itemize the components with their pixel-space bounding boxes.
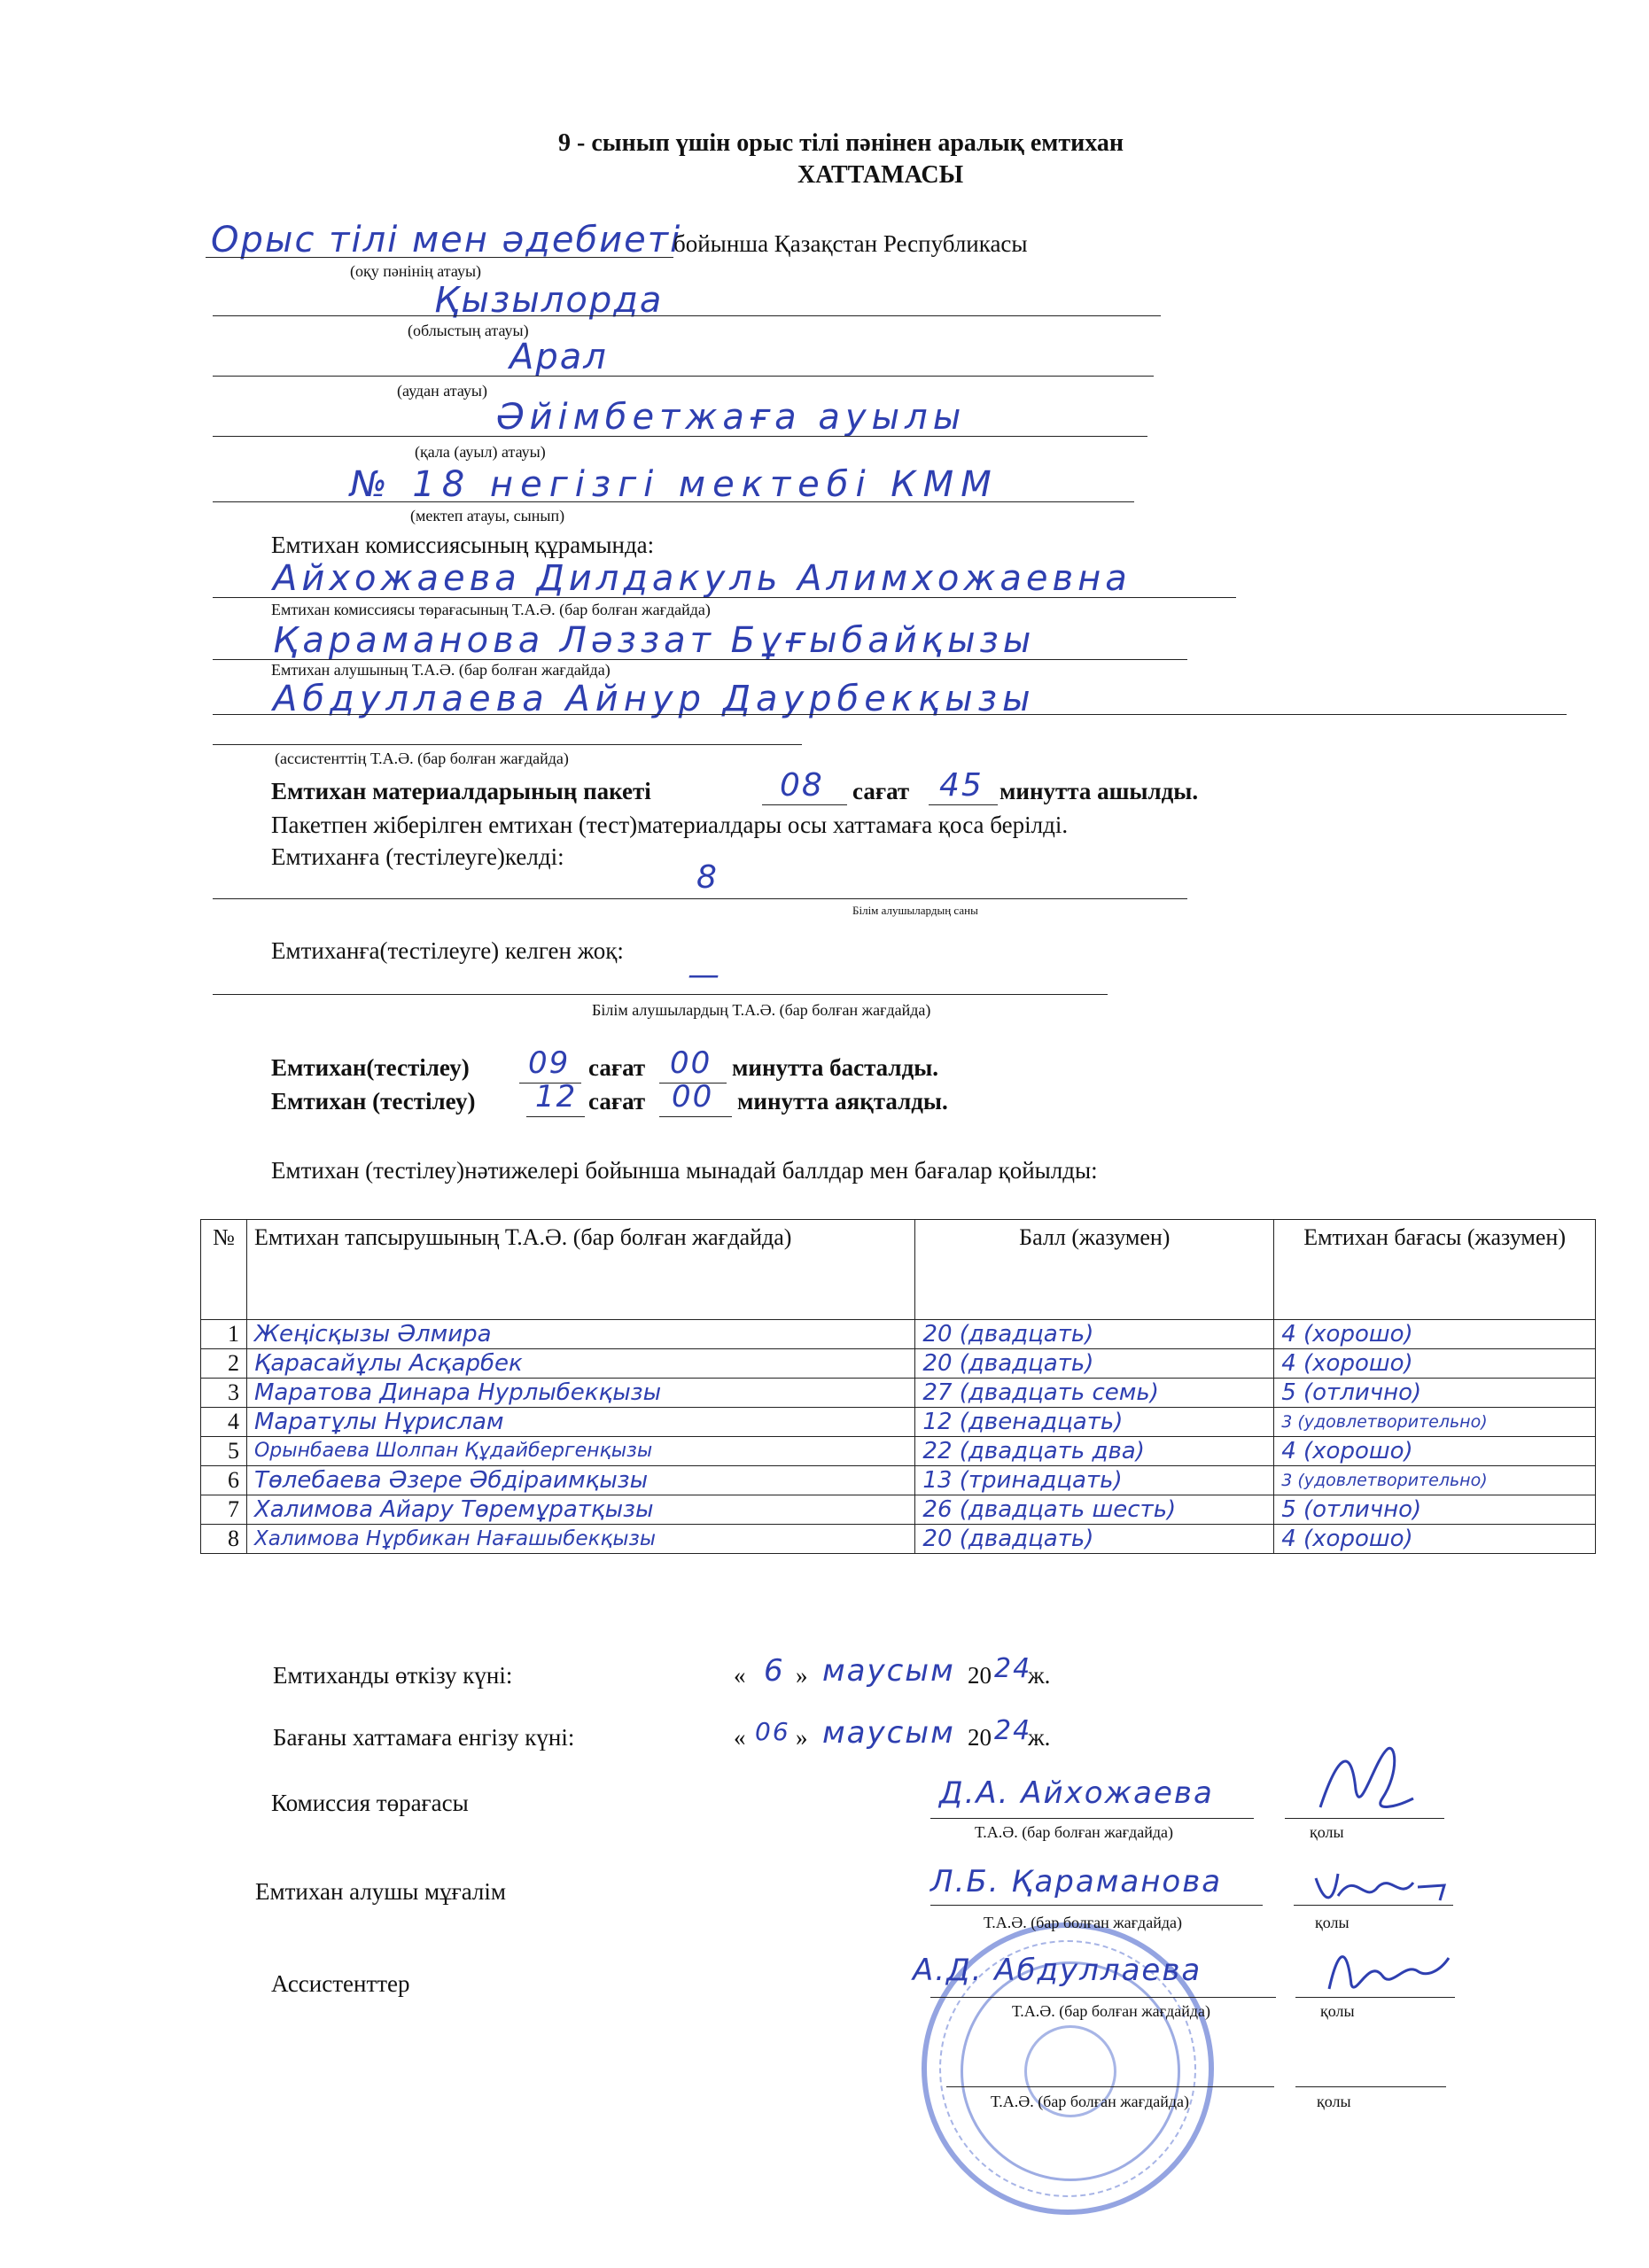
end-prefix: Емтихан (тестілеу) [271,1088,476,1115]
entry-date-open-quote: « [734,1724,746,1751]
table-row [201,1525,1596,1554]
end-minute: 00 [672,1079,714,1115]
end-suffix: минутта аяқталды. [737,1088,948,1115]
document-subtitle: ХАТТАМАСЫ [797,161,964,189]
row-name: Халимова Нұрбикан Нағашыбекқызы [246,1525,914,1554]
assistant-name-line [930,1997,1276,1998]
entry-date-day: 06 [755,1717,790,1746]
row-score: 27 (двадцать семь) [915,1379,1274,1408]
exam-date-tail: ж. [1028,1662,1051,1689]
chair-name-line [930,1818,1254,1819]
table-row [201,1320,1596,1349]
start-suffix: минутта басталды. [732,1054,939,1081]
subject-value: Орыс тілі мен әдебиеті [211,220,682,260]
row-score: 20 (двадцать) [915,1349,1274,1379]
assistant-name-caption: Т.А.Ә. (бар болған жағдайда) [1012,2002,1210,2020]
end-hour-line [526,1116,585,1117]
entry-date-label: Бағаны хаттамаға енгізу күні: [273,1724,575,1751]
row-grade: 4 (хорошо) [1274,1320,1596,1349]
exam-date-month: маусым [822,1653,955,1689]
locality-caption: (қала (ауыл) атауы) [415,443,546,461]
results-table [200,1219,1596,1554]
assistant-value: Абдуллаева Айнур Даурбекқызы [273,679,1036,719]
assistant2-name-line [946,2086,1274,2087]
school-caption: (мектеп атауы, сынып) [410,507,565,524]
end-hour: 12 [535,1079,578,1115]
region-value: Қызылорда [434,280,664,321]
teacher-caption: Емтихан алушының Т.А.Ә. (бар болған жағдайда) [271,661,611,679]
teacher-name-line [930,1905,1263,1906]
chair-sign-line [1285,1818,1444,1819]
row-grade: 5 (отлично) [1274,1379,1596,1408]
entry-date-month: маусым [822,1715,955,1751]
exam-date-year-prefix: 20 [968,1662,992,1689]
absent-value: — [688,957,721,993]
row-number: 6 [201,1466,247,1495]
chair-line [213,597,1236,598]
table-header-row [201,1220,1596,1320]
row-score: 22 (двадцать два) [915,1437,1274,1466]
teacher-sign-line [1294,1905,1453,1906]
header-name: Емтихан тапсырушының Т.А.Ә. (бар болған жағдайда) [246,1220,914,1320]
attended-value: 8 [696,859,719,896]
table-row [201,1379,1596,1408]
package-minute: 45 [939,767,984,804]
document-title: 9 - сынып үшін орыс тілі пәнінен аралық емтихан [558,129,1124,157]
row-name: Маратова Динара Нурлыбекқызы [246,1379,914,1408]
row-grade: 4 (хорошо) [1274,1349,1596,1379]
row-name: Орынбаева Шолпан Құдайбергенқызы [246,1437,914,1466]
assistant-caption: (ассистенттің Т.А.Ә. (бар болған жағдайда) [275,750,569,767]
row-score: 12 (двенадцать) [915,1408,1274,1437]
results-intro: Емтихан (тестілеу)нәтижелері бойынша мынадай баллдар мен бағалар қойылды: [271,1157,1098,1184]
row-name: Халимова Айару Төремұратқызы [246,1495,914,1525]
row-name: Жеңісқызы Әлмира [246,1320,914,1349]
district-line [213,376,1154,377]
start-hour: 09 [528,1045,571,1081]
row-grade: 4 (хорошо) [1274,1437,1596,1466]
teacher-sign-name: Л.Б. Қараманова [930,1864,1223,1899]
teacher-name-caption: Т.А.Ә. (бар болған жағдайда) [984,1914,1182,1931]
row-number: 2 [201,1349,247,1379]
row-score: 20 (двадцать) [915,1320,1274,1349]
package-minute-word: минутта ашылды. [1000,778,1199,804]
header-grade: Емтихан бағасы (жазумен) [1274,1220,1596,1320]
exam-date-close-quote: » [796,1662,808,1689]
school-value: № 18 негізгі мектебі КММ [350,464,999,505]
row-number: 3 [201,1379,247,1408]
row-score: 26 (двадцать шесть) [915,1495,1274,1525]
teacher-sign-label: Емтихан алушы мұғалім [255,1878,506,1905]
school-line [213,501,1134,502]
start-hour-word: сағат [588,1054,646,1081]
package-hour: 08 [780,767,824,804]
row-number: 1 [201,1320,247,1349]
row-name: Төлебаева Әзере Әбдіраимқызы [246,1466,914,1495]
row-grade: 3 (удовлетворительно) [1274,1408,1596,1437]
row-number: 5 [201,1437,247,1466]
package-hour-line [762,804,847,805]
district-value: Арал [509,337,608,377]
row-grade: 4 (хорошо) [1274,1525,1596,1554]
entry-date-year-prefix: 20 [968,1724,992,1751]
table-row [201,1349,1596,1379]
row-name: Маратұлы Нұрислам [246,1408,914,1437]
attached-note: Пакетпен жіберілген емтихан (тест)материалдары осы хаттамаға қоса берілді. [271,812,1069,838]
absent-label: Емтиханға(тестілеуге) келген жоқ: [271,937,624,964]
exam-date-year-suffix: 24 [994,1653,1032,1684]
assistant-sign-caption: қолы [1320,2002,1355,2020]
assistants-label: Ассистенттер [271,1970,410,1997]
row-grade: 5 (отлично) [1274,1495,1596,1525]
subject-caption: (оқу пәнінің атауы) [350,262,482,280]
assistant2-sign-caption: қолы [1317,2093,1351,2110]
row-number: 8 [201,1525,247,1554]
chair-sign-caption: қолы [1310,1823,1344,1841]
header-score: Балл (жазумен) [915,1220,1274,1320]
table-row [201,1408,1596,1437]
attended-label: Емтиханға (тестілеуге)келді: [271,843,564,870]
assistant-sign-line [1295,1997,1455,1998]
start-minute: 00 [670,1045,712,1081]
assistant-sign-name: А.Д. Абдуллаева [913,1953,1202,1988]
row-grade: 3 (удовлетворительно) [1274,1466,1596,1495]
attended-caption: Білім алушылардың саны [852,904,978,917]
entry-date-tail: ж. [1028,1724,1051,1751]
entry-date-close-quote: » [796,1724,808,1751]
assistant-signature-icon [1320,1940,1453,2002]
end-hour-word: сағат [588,1088,646,1115]
assistant2-sign-line [1295,2086,1446,2087]
attended-line [213,898,1187,899]
chair-name-caption: Т.А.Ә. (бар болған жағдайда) [975,1823,1173,1841]
teacher-signature-icon [1311,1860,1471,1914]
subject-suffix: бойынша Қазақстан Республикасы [673,230,1028,257]
row-name: Қарасайұлы Асқарбек [246,1349,914,1379]
table-row [201,1466,1596,1495]
teacher-line [213,659,1187,660]
exam-date-open-quote: « [734,1662,746,1689]
package-minute-line [929,804,998,805]
chair-sign-name: Д.А. Айхожаева [939,1775,1214,1811]
table-row [201,1437,1596,1466]
exam-date-day: 6 [764,1653,785,1689]
assistant-line [213,744,802,745]
chair-caption: Емтихан комиссиясы төрағасының Т.А.Ә. (бар болған жағдайда) [271,601,711,618]
chair-signature-icon [1311,1736,1418,1825]
row-number: 7 [201,1495,247,1525]
chair-value: Айхожаева Дилдакуль Алимхожаевна [273,558,1132,599]
region-caption: (облыстың атауы) [408,322,529,339]
locality-line [213,436,1147,437]
teacher-value: Қараманова Ләззат Бұғыбайқызы [273,620,1036,661]
exam-date-label: Емтиханды өткізу күні: [273,1662,513,1689]
end-minute-line [659,1116,732,1117]
package-prefix: Емтихан материалдарының пакеті [271,778,651,804]
header-number: № [201,1220,247,1320]
table-row [201,1495,1596,1525]
region-line [213,315,1161,316]
subject-line [206,257,673,258]
start-prefix: Емтихан(тестілеу) [271,1054,470,1081]
commission-heading: Емтихан комиссиясының құрамында: [271,532,655,558]
package-hour-word: сағат [852,778,910,804]
assistant2-name-caption: Т.А.Ә. (бар болған жағдайда) [991,2093,1189,2110]
entry-date-year-suffix: 24 [994,1715,1032,1746]
row-score: 13 (тринадцать) [915,1466,1274,1495]
chair-sign-label: Комиссия төрағасы [271,1790,469,1816]
row-score: 20 (двадцать) [915,1525,1274,1554]
absent-caption: Білім алушылардың Т.А.Ә. (бар болған жағдайда) [592,1001,931,1019]
teacher-sign-caption: қолы [1315,1914,1350,1931]
locality-value: Әйімбетжаға ауылы [496,397,967,438]
absent-line [213,994,1108,995]
row-number: 4 [201,1408,247,1437]
assistant-line-long [213,714,1567,715]
district-caption: (аудан атауы) [397,382,487,400]
